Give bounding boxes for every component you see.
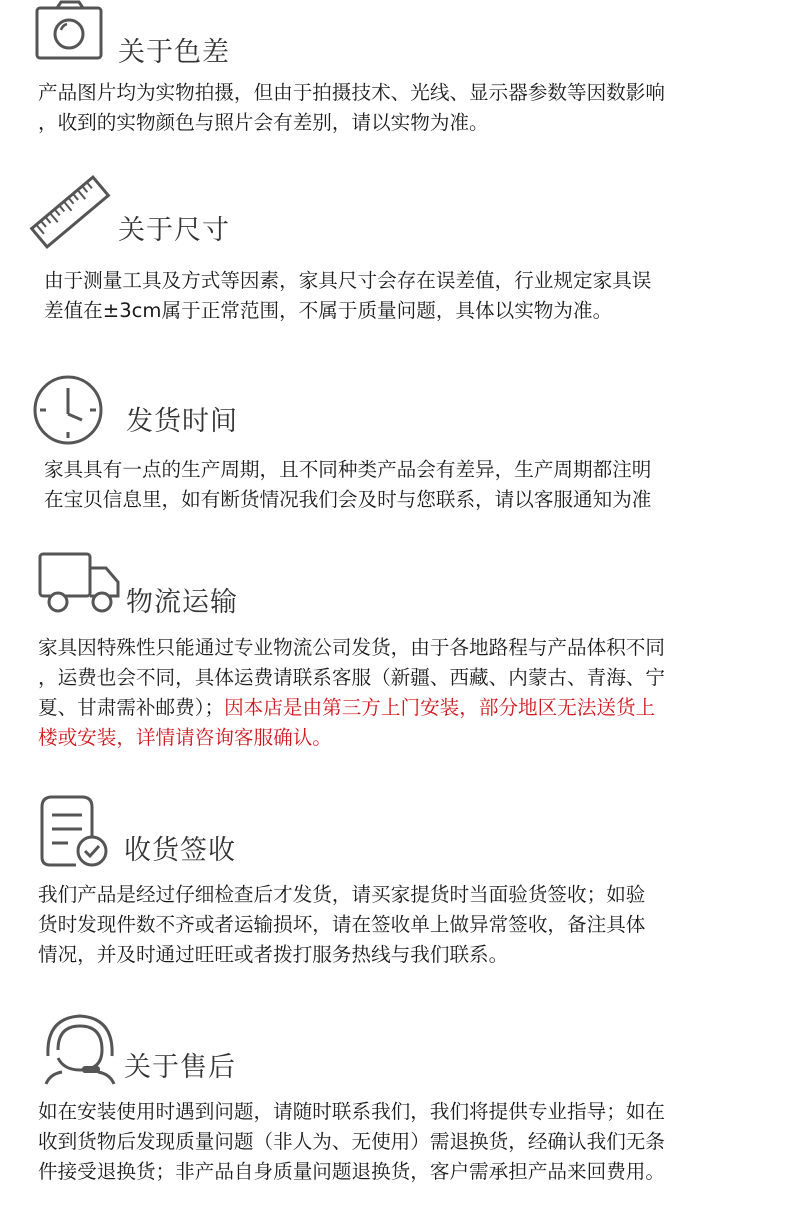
document-check-icon xyxy=(40,795,112,869)
section-title-receipt: 收货签收 xyxy=(124,835,236,866)
section-title-shipping-time: 发货时间 xyxy=(126,406,238,437)
section-title-size: 关于尺寸 xyxy=(118,215,230,246)
install-notice: 因本店是由第三方上门安装，部分地区无法送货上 xyxy=(224,696,656,719)
section-text-after-sales xyxy=(38,1097,665,1187)
section-text-color xyxy=(38,78,665,138)
camera-icon xyxy=(35,0,105,62)
clock-icon xyxy=(32,374,104,446)
section-title-logistics: 物流运输 xyxy=(126,587,238,618)
text-line: 件接受退换货；非产品自身质量问题退换货，客户需承担产品来回费用。 xyxy=(38,1160,665,1183)
section-text-logistics xyxy=(38,633,665,753)
section-text-size xyxy=(44,266,651,326)
text-line: 家具因特殊性只能通过专业物流公司发货，由于各地路程与产品体积不同 xyxy=(38,636,665,659)
section-text-shipping-time xyxy=(44,455,651,515)
text-line: 货时发现件数不齐或者运输损坏，请在签收单上做异常签收，备注具体 xyxy=(38,913,646,936)
truck-icon xyxy=(38,550,122,616)
text-line: ，收到的实物颜色与照片会有差别，请以实物为准。 xyxy=(38,111,489,134)
text-line: 收到货物后发现质量问题（非人为、无使用）需退换货，经确认我们无条 xyxy=(38,1130,665,1153)
text-normal: 夏、甘肃需补邮费）； xyxy=(38,696,225,719)
section-title-color: 关于色差 xyxy=(118,37,230,68)
text-line: 家具具有一点的生产周期，且不同种类产品会有差异，生产周期都注明 xyxy=(44,458,652,481)
install-notice-cont: 楼或安装，详情请咨询客服确认。 xyxy=(38,726,332,749)
section-text-receipt xyxy=(38,880,645,970)
text-line: 如在安装使用时遇到问题，请随时联系我们，我们将提供专业指导；如在 xyxy=(38,1100,665,1123)
text-line: 由于测量工具及方式等因素，家具尺寸会存在误差值，行业规定家具误 xyxy=(44,269,652,292)
text-line: 在宝贝信息里，如有断货情况我们会及时与您联系，请以客服通知为准 xyxy=(44,488,652,511)
text-line: 差值在±3cm属于正常范围，不属于质量问题，具体以实物为准。 xyxy=(44,299,613,322)
text-line: 产品图片均为实物拍摄，但由于拍摄技术、光线、显示器参数等因数影响 xyxy=(38,81,665,104)
text-line xyxy=(38,693,665,723)
customer-service-icon xyxy=(42,1012,118,1086)
text-line: 我们产品是经过仔细检查后才发货，请买家提货时当面验货签收；如验 xyxy=(38,883,646,906)
section-title-after-sales: 关于售后 xyxy=(124,1052,236,1083)
text-line: ，运费也会不同，具体运费请联系客服（新疆、西藏、内蒙古、青海、宁 xyxy=(38,666,665,689)
text-line: 情况，并及时通过旺旺或者拨打服务热线与我们联系。 xyxy=(38,943,509,966)
ruler-icon xyxy=(28,172,112,252)
